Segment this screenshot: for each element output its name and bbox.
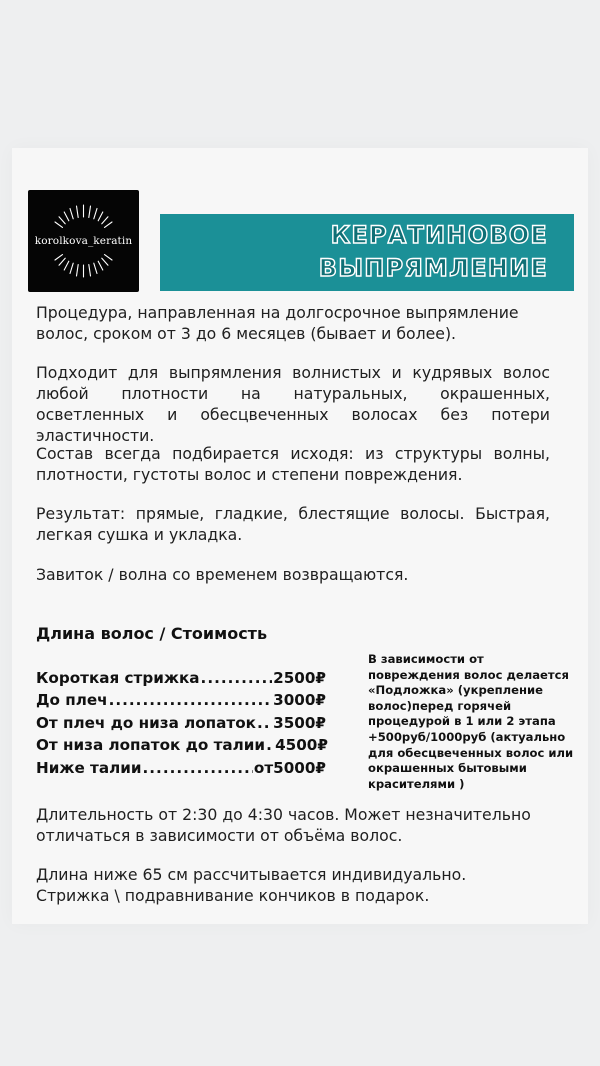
price-row-name: До плеч [36, 691, 108, 709]
gift-note: Стрижка \ подравнивание кончиков в подарок. [36, 886, 430, 905]
price-section-title: Длина волос / Стоимость [36, 624, 268, 643]
dot-leader [143, 759, 253, 777]
description-paragraph: Подходит для выпрямления волнистых и кудрявых волос любой плотности на натуральных, окрашенных, осветленных и обесцвеченных волосах без потери эластичности. [36, 363, 550, 445]
underlay-note: В зависимости от повреждения волос делается «Подложка» (укрепление волос)перед горячей процедурой в 1 или 2 этапа +500руб/1000руб (актуально для обесцвеченных волос или окрашенных бытовыми красителями ) [368, 652, 574, 791]
price-row-value: 3000₽ [273, 691, 326, 709]
price-row-value: 4500₽ [275, 736, 328, 754]
price-list [36, 664, 326, 777]
price-row [36, 754, 326, 777]
description-paragraph: Завиток / волна со временем возвращаются. [36, 565, 409, 584]
title-banner [160, 214, 574, 291]
dot-leader [257, 714, 272, 732]
description-paragraph: Состав всегда подбирается исходя: из структуры волны, плотности, густоты волос и степени повреждения. [36, 444, 550, 484]
duration-text: Длительность от 2:30 до 4:30 часов. Может незначительно отличаться в зависимости от объёма волос. [36, 805, 531, 845]
dot-leader [266, 736, 274, 754]
description-paragraph: Результат: прямые, гладкие, блестящие волосы. Быстрая, легкая сушка и укладка. [36, 504, 550, 544]
price-row-value: от5000₽ [253, 758, 326, 777]
price-row-name: Короткая стрижка [36, 668, 200, 687]
dot-leader [109, 691, 273, 709]
price-row-value: 3500₽ [273, 713, 326, 732]
price-row-name: От низа лопаток до талии [36, 736, 266, 754]
price-row [36, 664, 326, 687]
banner-title-line-1: КЕРАТИНОВОЕ [330, 221, 548, 249]
description-paragraph: Процедура, направленная на долгосрочное выпрямление волос, сроком от 3 до 6 месяцев (бывает и более). [36, 303, 519, 343]
price-row [36, 687, 326, 710]
price-row [36, 732, 326, 755]
price-row-name: От плеч до низа лопаток [36, 713, 256, 732]
price-row-value: 2500₽ [273, 668, 326, 687]
price-row [36, 709, 326, 732]
extra-info [36, 864, 566, 906]
banner-title-line-2: ВЫПРЯМЛЕНИЕ [318, 254, 548, 282]
dot-leader [201, 669, 273, 687]
brand-logo [28, 190, 139, 292]
long-hair-note: Длина ниже 65 см рассчитывается индивидуально. [36, 865, 467, 884]
price-row-name: Ниже талии [36, 758, 142, 777]
logo-text: korolkova_keratin [34, 235, 133, 247]
